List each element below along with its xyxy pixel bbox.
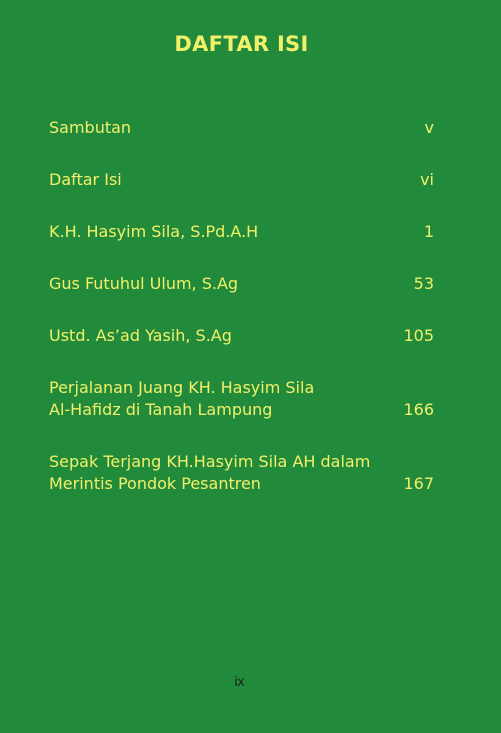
toc-entry-label: K.H. Hasyim Sila, S.Pd.A.H [49, 222, 259, 241]
toc-entry [49, 273, 434, 295]
toc-entry-page: 53 [413, 274, 434, 293]
toc-entry-page: 167 [403, 474, 434, 493]
toc-entry-page: 1 [423, 222, 434, 241]
toc-entry [49, 451, 434, 495]
page-number: ix [234, 673, 245, 689]
table-of-contents [49, 117, 434, 495]
toc-entry-label: Daftar Isi [49, 170, 122, 189]
toc-entry-label: Perjalanan Juang KH. Hasyim Sila Al-Hafidz di Tanah Lampung [49, 378, 315, 419]
toc-entry-page: 166 [403, 400, 434, 419]
toc-entry [49, 169, 434, 191]
toc-entry [49, 377, 434, 421]
toc-entry-label: Gus Futuhul Ulum, S.Ag [49, 274, 239, 293]
toc-entry-label: Sambutan [49, 118, 132, 137]
toc-entry-page: 105 [403, 326, 434, 345]
page-title: DAFTAR ISI [174, 32, 309, 56]
toc-entry-page: v [424, 118, 434, 137]
toc-entry-label: Sepak Terjang KH.Hasyim Sila AH dalam Merintis Pondok Pesantren [49, 452, 371, 493]
toc-entry-page: vi [420, 170, 434, 189]
toc-entry [49, 221, 434, 243]
toc-entry [49, 325, 434, 347]
toc-entry [49, 117, 434, 139]
toc-entry-label: Ustd. As’ad Yasih, S.Ag [49, 326, 232, 345]
